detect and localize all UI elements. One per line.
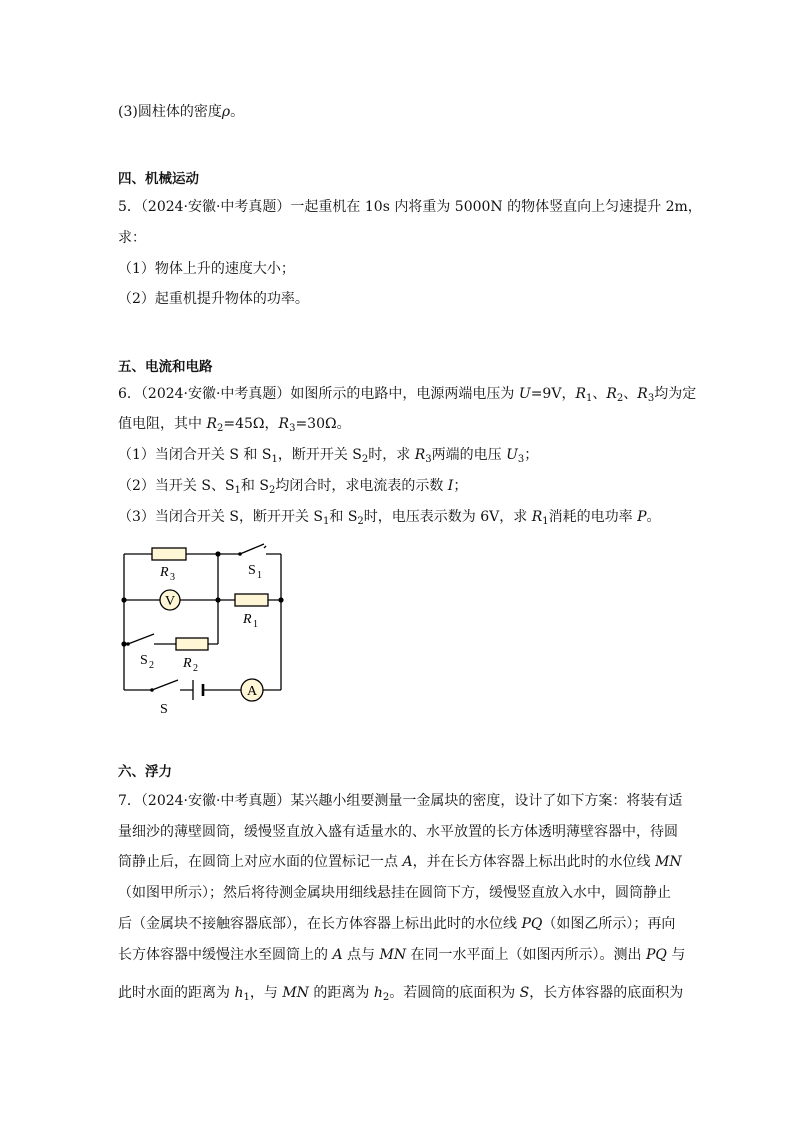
switch-s1-blade xyxy=(240,544,264,554)
label-r2: R xyxy=(183,656,192,671)
label-r2-sub: 2 xyxy=(193,663,198,674)
q7-line3: 筒静止后，在圆筒上对应水面的位置标记一点 A，并在长方体容器上标出此时的水位线 MN xyxy=(118,854,682,870)
resistor-r3 xyxy=(152,548,186,560)
q5-part2: （2）起重机提升物体的功率。 xyxy=(118,291,309,307)
junction-dot xyxy=(278,597,283,602)
resistor-r2 xyxy=(176,638,208,650)
switch-s2-pivot xyxy=(126,642,130,646)
label-voltmeter: V xyxy=(164,594,176,609)
q7-line4: （如图甲所示）；然后将待测金属块用细线悬挂在圆筒下方，缓慢竖直放入水中，圆筒静止 xyxy=(118,885,671,901)
circuit-diagram xyxy=(110,538,300,718)
label-s1-sub: 1 xyxy=(257,570,262,581)
junction-dot xyxy=(121,597,126,602)
q6-part1: （1）当闭合开关 S 和 $S_1$，断开开关 $S_2$时，求 $R_3$两端的电压 $U_3$； xyxy=(118,447,539,465)
q5-stem-line1: 5．（2024·安徽·中考真题）一起重机在 10s 内将重为 5000N 的物体竖直向上匀速提升 2m， xyxy=(118,199,702,215)
switch-s1-pivot xyxy=(238,552,242,556)
junction-dot xyxy=(215,597,220,602)
label-s2-sub: 2 xyxy=(149,660,154,671)
q7-line1: 7．（2024·安徽·中考真题）某兴趣小组要测量一金属块的密度，设计了如下方案：将装有适 xyxy=(118,793,683,809)
section-heading-current-circuit: 五、电流和电路 xyxy=(118,359,213,375)
switch-s-pivot xyxy=(150,688,154,692)
q6-stem-line2: 值电阻，其中 $R_2=45\Omega$，$R_3=30\Omega$。 xyxy=(118,416,351,434)
q6-part2: （2）当开关 S、$S_1$和 $S_2$均闭合时，求电流表的示数 I； xyxy=(118,478,468,496)
switch-s2-blade xyxy=(128,634,154,644)
resistor-r1 xyxy=(235,594,268,606)
label-s: S xyxy=(160,702,168,717)
q5-part1: （1）物体上升的速度大小； xyxy=(118,261,295,277)
junction-dot xyxy=(121,641,126,646)
q5-stem-line2: 求： xyxy=(118,230,146,246)
q7-line2: 量细沙的薄壁圆筒，缓慢竖直放入盛有适量水的、水平放置的长方体透明薄壁容器中，待圆 xyxy=(118,824,678,840)
q7-line6: 长方体容器中缓慢注水至圆筒上的 A 点与 MN 在同一水平面上（如图丙所示）。测出 PQ 与 xyxy=(118,947,686,963)
label-ammeter: A xyxy=(246,684,258,699)
label-s1: S xyxy=(248,563,256,578)
label-r3-sub: 3 xyxy=(170,572,175,583)
label-r1: R xyxy=(243,612,252,627)
q4-part3: (3)圆柱体的密度ρ。 xyxy=(118,104,245,120)
q6-part3: （3）当闭合开关 S，断开开关 $S_1$和 $S_2$时，电压表示数为 6V，求 $R_1$消耗的电功率 P。 xyxy=(118,509,661,527)
q7-line5: 后（金属块不接触容器底部），在长方体容器上标出此时的水位线 PQ（如图乙所示）；再向 xyxy=(118,916,676,932)
q7-line7: 此时水面的距离为 $h_1$，与 MN 的距离为 $h_2$。若圆筒的底面积为 S，长方体容器的底面积为 xyxy=(118,985,684,1003)
section-heading-mechanical-motion: 四、机械运动 xyxy=(118,171,199,187)
label-s2: S xyxy=(140,653,148,668)
switch-s-blade xyxy=(152,680,178,690)
q6-stem-line1: 6．（2024·安徽·中考真题）如图所示的电路中，电源两端电压为 U=9V，$R_1$、$R_2$、$R_3$均为定 xyxy=(118,386,697,404)
label-r3: R xyxy=(160,565,169,580)
junction-dot xyxy=(215,551,220,556)
label-r1-sub: 1 xyxy=(253,619,258,630)
section-heading-buoyancy: 六、浮力 xyxy=(118,764,172,780)
